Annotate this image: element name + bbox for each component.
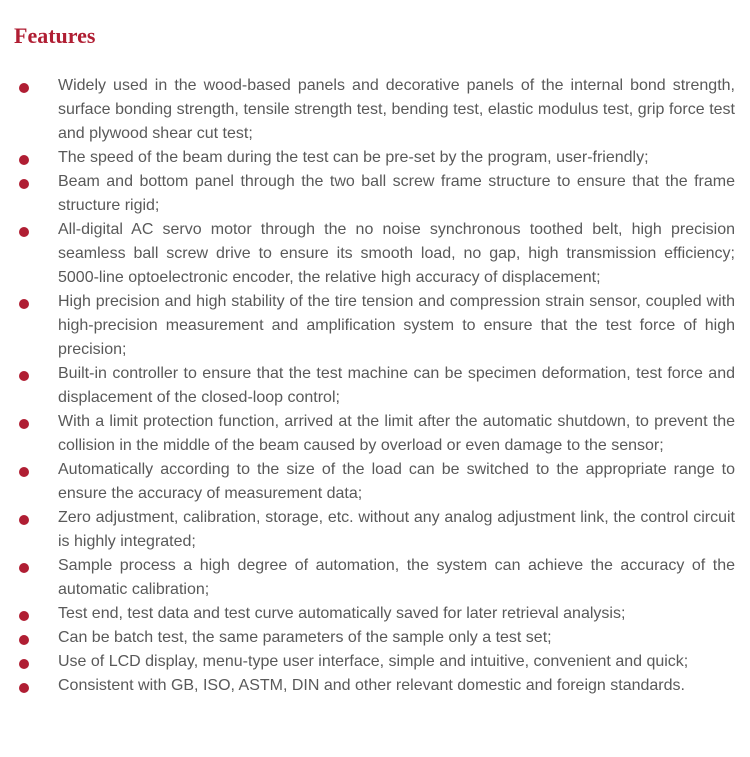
bullet-icon <box>19 515 29 525</box>
feature-text: Sample process a high degree of automation, the system can achieve the accuracy of the automatic calibration; <box>58 557 735 598</box>
feature-text: Test end, test data and test curve automatically saved for later retrieval analysis; <box>58 605 626 622</box>
bullet-icon <box>19 155 29 165</box>
features-page <box>0 22 750 698</box>
bullet-icon <box>19 179 29 189</box>
feature-text: High precision and high stability of the tire tension and compression strain sensor, coupled with high-precision measurement and amplification system to ensure that the test force of high precision; <box>58 293 735 358</box>
feature-item <box>0 674 750 698</box>
feature-item <box>0 602 750 626</box>
bullet-icon <box>19 683 29 693</box>
feature-text: Automatically according to the size of the load can be switched to the appropriate range to ensure the accuracy of measurement data; <box>58 461 735 502</box>
feature-text: With a limit protection function, arrived at the limit after the automatic shutdown, to prevent the collision in the middle of the beam caused by overload or even damage to the sensor; <box>58 413 735 454</box>
feature-text: The speed of the beam during the test can be pre-set by the program, user-friendly; <box>58 149 649 166</box>
bullet-icon <box>19 371 29 381</box>
feature-text: All-digital AC servo motor through the no noise synchronous toothed belt, high precision seamless ball screw drive to ensure its smooth load, no gap, high transmission efficiency; 5000-line optoelectronic encoder, the relative high accuracy of displacement; <box>58 221 735 286</box>
bullet-icon <box>19 299 29 309</box>
feature-item <box>0 650 750 674</box>
feature-text: Can be batch test, the same parameters of the sample only a test set; <box>58 629 552 646</box>
feature-text: Consistent with GB, ISO, ASTM, DIN and other relevant domestic and foreign standards. <box>58 677 685 694</box>
bullet-icon <box>19 659 29 669</box>
feature-item <box>0 218 750 290</box>
bullet-icon <box>19 563 29 573</box>
feature-text: Beam and bottom panel through the two ball screw frame structure to ensure that the frame structure rigid; <box>58 173 735 214</box>
bullet-icon <box>19 611 29 621</box>
features-list <box>0 74 750 698</box>
bullet-icon <box>19 635 29 645</box>
feature-item <box>0 170 750 218</box>
feature-text: Use of LCD display, menu-type user interface, simple and intuitive, convenient and quick; <box>58 653 689 670</box>
feature-item <box>0 410 750 458</box>
feature-item <box>0 458 750 506</box>
bullet-icon <box>19 227 29 237</box>
feature-item <box>0 74 750 146</box>
feature-item <box>0 554 750 602</box>
feature-item <box>0 362 750 410</box>
bullet-icon <box>19 83 29 93</box>
feature-item <box>0 290 750 362</box>
feature-item <box>0 506 750 554</box>
feature-text: Widely used in the wood-based panels and decorative panels of the internal bond strength, surface bonding strength, tensile strength test, bending test, elastic modulus test, grip force test and plywood shear cut test; <box>58 77 735 142</box>
page-title: Features <box>14 23 96 48</box>
bullet-icon <box>19 467 29 477</box>
feature-text: Built-in controller to ensure that the test machine can be specimen deformation, test force and displacement of the closed-loop control; <box>58 365 735 406</box>
feature-item <box>0 626 750 650</box>
feature-text: Zero adjustment, calibration, storage, etc. without any analog adjustment link, the control circuit is highly integrated; <box>58 509 735 550</box>
bullet-icon <box>19 419 29 429</box>
feature-item <box>0 146 750 170</box>
